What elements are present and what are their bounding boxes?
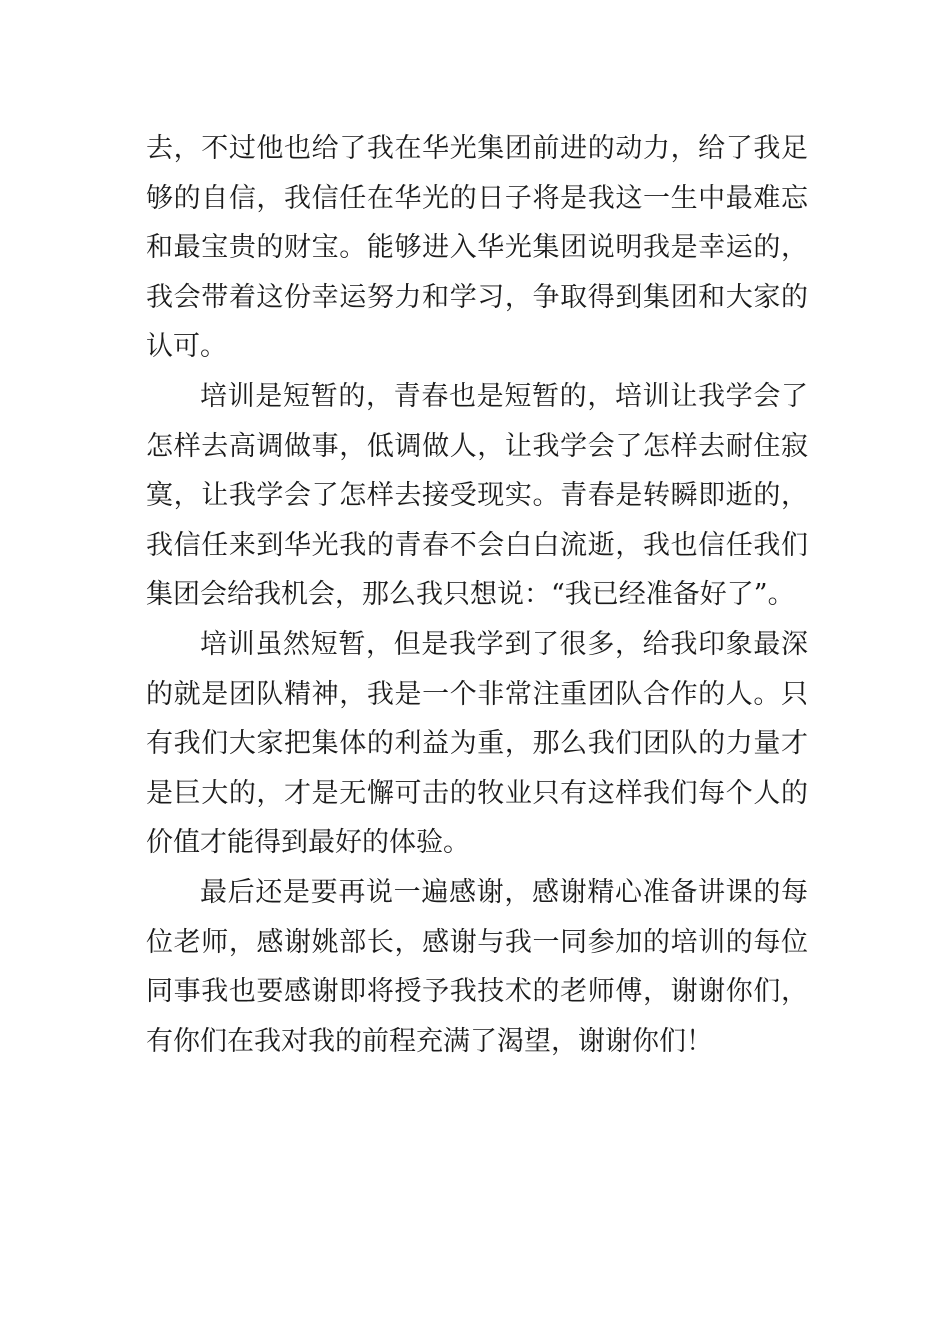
- paragraph-continued: 去，不过他也给了我在华光集团前进的动力，给了我足够的自信，我信任在华光的日子将是我这一生中最难忘和最宝贵的财宝。能够进入华光集团说明我是幸运的，我会带着这份幸运努力和学习，争取得到集团和大家的认可。: [146, 133, 808, 363]
- paragraph-team-spirit: 培训虽然短暂，但是我学到了很多，给我印象最深的就是团队精神，我是一个非常注重团队合作的人。只有我们大家把集体的利益为重，那么我们团队的力量才是巨大的，才是无懈可击的牧业只有这样我们每个人的价值才能得到最好的体验。: [146, 628, 808, 859]
- paragraph-thanks: 最后还是要再说一遍感谢，感谢精心准备讲课的每位老师，感谢姚部长，感谢与我一同参加的培训的每位同事我也要感谢即将授予我技术的老师傅，谢谢你们，有你们在我对我的前程充满了渴望，谢谢你们！: [146, 876, 808, 1057]
- document-body: [146, 124, 808, 1066]
- paragraph-training-youth: 培训是短暂的，青春也是短暂的，培训让我学会了怎样去高调做事，低调做人，让我学会了怎样去耐住寂寞，让我学会了怎样去接受现实。青春是转瞬即逝的，我信任来到华光我的青春不会白白流逝，我也信任我们集团会给我机会，那么我只想说：“我已经准备好了”。: [146, 380, 808, 611]
